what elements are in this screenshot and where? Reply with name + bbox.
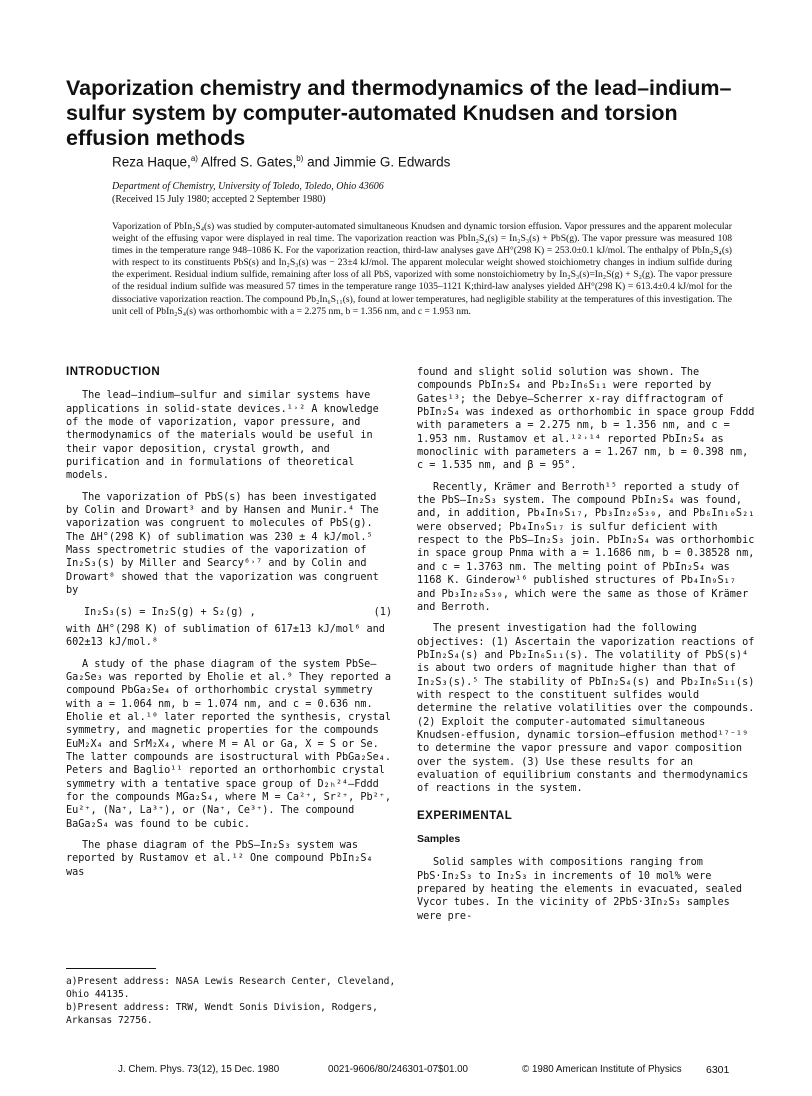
author-2-footnote-mark: b) — [296, 154, 304, 163]
paragraph: found and slight solid solution was shown. The compounds PbIn₂S₄ and Pb₂In₆S₁₁ were reported by Gates¹³; the Debye–Scherrer x-ray diffractogram of PbIn₂S₄ was indexed as orthorhombic in space group Fddd with parameters a = 2.275 nm, b = 1.356 nm, and c = 1.953 nm. Rustamov et al.¹²˒¹⁴ reported PbIn₂S₄ as monoclinic with parameters a = 1.267 nm, b = 0.398 nm, c = 1.535 nm, and β = 95°. — [417, 367, 761, 472]
author-list — [112, 154, 450, 170]
received-dates: (Received 15 July 1980; accepted 2 September 1980) — [112, 193, 326, 205]
footer-journal: J. Chem. Phys. 73(12), 15 Dec. 1980 — [118, 1064, 280, 1075]
paragraph: with ΔH°(298 K) of sublimation of 617±13 kJ/mol⁶ and 602±13 kJ/mol.⁸ — [66, 623, 392, 649]
author-1: Reza Haque, — [112, 154, 191, 170]
affiliation-block — [112, 181, 712, 206]
equation-text: In₂S₃(s) = In₂S(g) + S₂(g) , — [84, 606, 256, 618]
footnote-b: b)Present address: TRW, Wendt Sonis Division, Rodgers, Arkansas 72756. — [66, 1002, 378, 1026]
article-title: Vaporization chemistry and thermodynamics of the lead–indium–sulfur system by computer-automated Knudsen and torsion effusion methods — [66, 76, 732, 150]
paragraph: The present investigation had the following objectives: (1) Ascertain the vaporization reactions of PbIn₂S₄(s) and Pb₂In₆S₁₁(s). The volatility of PbS(s)⁴ is about two orders of magnitude higher than that of In₂S₃(s).⁵ The stability of PbIn₂S₄(s) and Pb₂In₆S₁₁(s) with respect to the constituent sulfides would determine the relative volatilities over the compounds. (2) Exploit the computer-automated simultaneous Knudsen-effusion, dynamic torsion–effusion method¹⁷⁻¹⁹ to determine the vapor pressure and vapor composition over the system. (3) Use these results for an evaluation of equilibrium constants and thermodynamics of reactions in the system. — [417, 623, 761, 795]
page-number: 6301 — [706, 1064, 730, 1076]
paragraph: The phase diagram of the PbS–In₂S₃ system was reported by Rustamov et al.¹² One compound PbIn₂S₄ was — [66, 840, 379, 878]
author-3: and Jimmie G. Edwards — [303, 154, 451, 170]
footnote-divider — [66, 968, 156, 969]
paragraph: The lead–indium–sulfur and similar systems have applications in solid-state devices.¹˒² A knowledge of the mode of vaporization, vapor pressure, and thermodynamics of the materials would be useful in their vapor deposition, crystal growth, and purification and in formulations of theoretical models. — [66, 390, 385, 482]
author-2: Alfred S. Gates, — [197, 154, 297, 170]
abstract: Vaporization of PbIn₂S₄(s) was studied by computer-automated simultaneous Knudsen and dynamic torsion effusion. Vapor pressures and the apparent molecular weight of the effusing vapor were displayed in real time. The vaporization reaction was PbIn₂S₄(s) = In₂S₃(s) + PbS(g). The vapor pressure was measured 108 times in the temperature range 948–1086 K. For the vaporization reaction, third-law analyses gave ΔH°(298 K) = 253.0±0.1 kJ/mol. The enthalpy of PbIn₂S₄(s) with respect to its constituents PbS(s) and In₂S₃(s) was − 23±4 kJ/mol. The apparent molecular weight showed stoichiometry changes in indium sulfide during the experiment. Residual indium sulfide, remaining after loss of all PbS, vaporized with some nonstoichiometry by In₂S₃(s)=In₂S(g) + S₂(g). The vapor pressure of the residual indium sulfide was measured 57 times in the temperature range 1035–1121 K;third-law analyses yielded ΔH°(298 K) = 613.4±0.4 kJ/mol for the dissociative vaporization reaction. The compound Pb₂In₆S₁₁(s), found at lower temperatures, had negligible stability at the temperatures of this investigation. The unit cell of PbIn₂S₄(s) was orthorhombic with a = 2.275 nm, b = 1.356 nm, and c = 1.953 nm. — [112, 221, 732, 317]
footer-copyright: © 1980 American Institute of Physics — [522, 1064, 682, 1075]
section-heading-experimental: EXPERIMENTAL — [417, 809, 513, 822]
equation-1 — [66, 606, 392, 619]
section-heading-introduction: INTRODUCTION — [66, 366, 161, 378]
footnote-a: a)Present address: NASA Lewis Research Center, Cleveland, Ohio 44135. — [66, 976, 396, 1000]
subsection-heading-samples: Samples — [417, 833, 461, 845]
equation-number: (1) — [373, 606, 392, 618]
affiliation-department: Department of Chemistry, University of Toledo, Toledo, Ohio 43606 — [112, 181, 384, 192]
right-column — [417, 366, 761, 931]
footer-code: 0021-9606/80/246301-07$01.00 — [328, 1064, 469, 1075]
author-1-footnote-mark: a) — [190, 154, 198, 163]
left-column — [66, 366, 398, 887]
paragraph: Recently, Krämer and Berroth¹⁵ reported a study of the PbS–In₂S₃ system. The compound PbIn₂S₄ was found, and, in addition, Pb₄In₉S₁₇, Pb₃In₂₀S₃₉, and Pb₆In₁₀S₂₁ were observed; Pb₄In₉S₁₇ is sulfur deficient with respect to the PbS–In₂S₃ join. PbIn₂S₄ was orthorhombic in space group Pnma with a = 1.1686 nm, b = 0.38528 nm, and c = 1.3763 nm. The melting point of PbIn₂S₄ was 1168 K. Ginderow¹⁶ published structures of Pb₄In₉S₁₇ and Pb₃In₂₀S₃₉, which were the same as those of Krämer and Berroth. — [417, 481, 761, 613]
paragraph: A study of the phase diagram of the system PbSe–Ga₂Se₃ was reported by Eholie et al.⁹ They reported a compound PbGa₂Se₄ of orthorhombic crystal symmetry with a = 1.064 nm, b = 1.074 nm, and c = 0.636 nm. Eholie et al.¹⁰ later reported the synthesis, crystal symmetry, and magnetic properties for the compounds EuM₂X₄ and SrM₂X₄, where M = Al or Ga, X = S or Se. The latter compounds are isostructural with PbGa₂Se₄. Peters and Baglio¹¹ reported an orthorhombic crystal symmetry with a tentative space group of D₂ₕ²⁴–Fddd for the compounds MGa₂S₄, where M = Ca²⁺, Sr²⁺, Pb²⁺, Eu²⁺, (Na⁺, La³⁺), or (Na⁺, Ce³⁺). The compound BaGa₂S₄ was found to be cubic. — [66, 658, 398, 830]
footnotes — [66, 975, 396, 1027]
paragraph: Solid samples with compositions ranging from PbS·In₂S₃ to In₂S₃ in increments of 10 mol% were prepared by heating the elements in evacuated, sealed Vycor tubes. In the vicinity of 2PbS·3In₂S₃ samples were pre- — [417, 857, 749, 922]
paragraph: The vaporization of PbS(s) has been investigated by Colin and Drowart³ and by Hansen and Munir.⁴ The vaporization was congruent to molecules of PbS(g). The ΔH°(298 K) of sublimation was 230 ± 4 kJ/mol.⁵ Mass spectrometric studies of the vaporization of In₂S₃(s) by Miller and Searcy⁶˒⁷ and by Colin and Drowart⁸ showed that the vaporization was congruent by — [66, 491, 385, 597]
